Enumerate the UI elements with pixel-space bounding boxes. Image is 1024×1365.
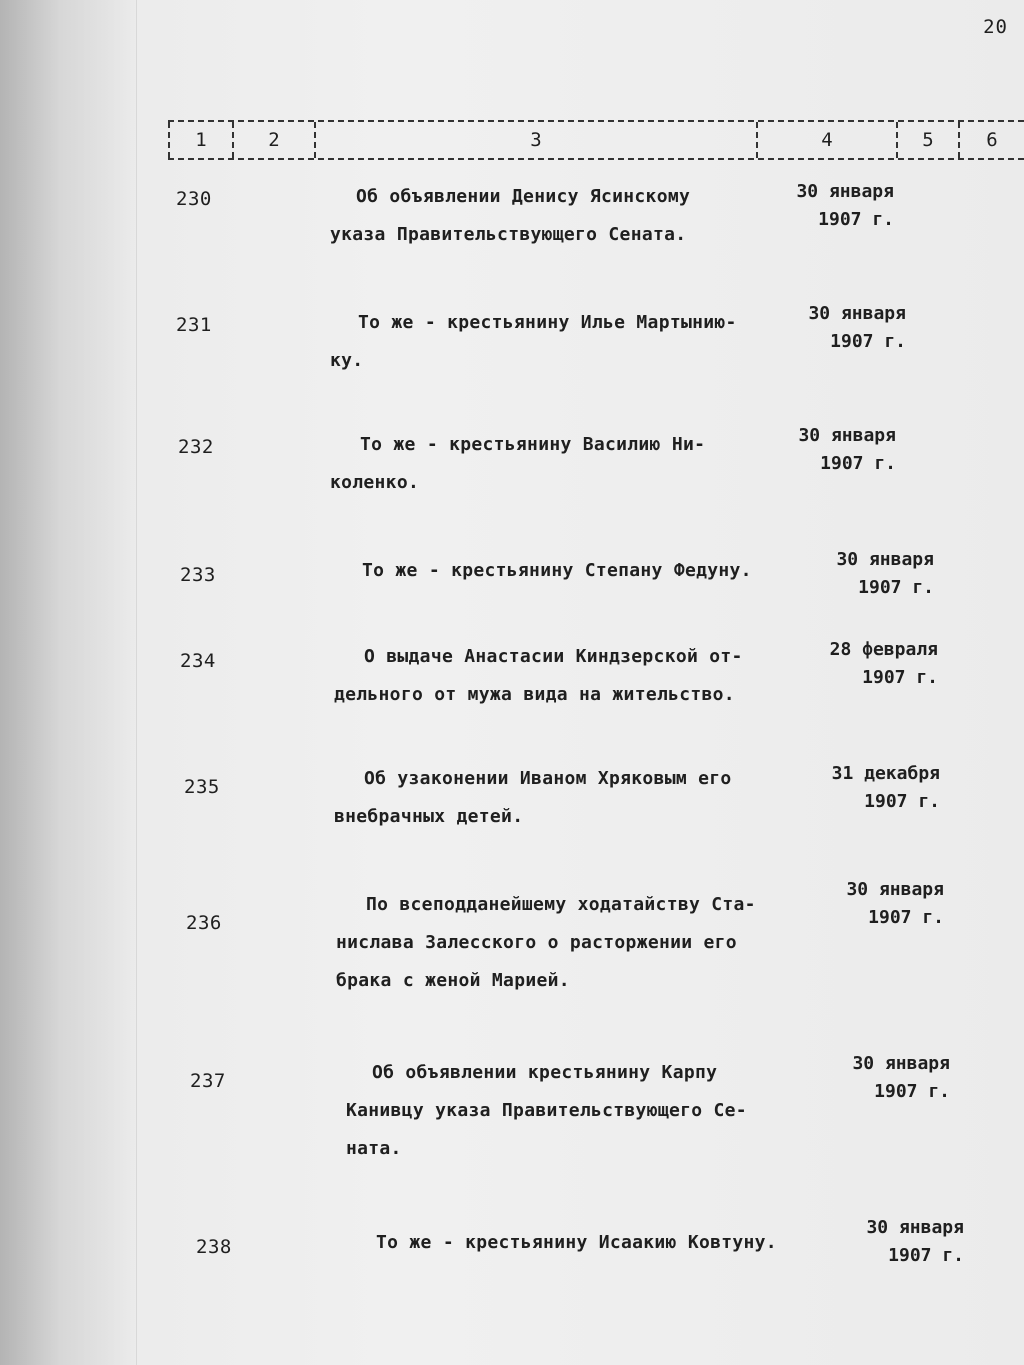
entry-description (376, 1224, 777, 1262)
column-header-5: 5 (896, 122, 958, 158)
date-line: 1907 г. (868, 907, 944, 928)
date-line: 30 января (796, 181, 894, 202)
entry-number: 234 (180, 650, 216, 672)
description-line: ку. (330, 350, 364, 371)
entry-date (798, 422, 896, 478)
description-line: ната. (346, 1138, 402, 1159)
entry-number: 233 (180, 564, 216, 586)
description-line: По всеподданейшему ходатайству Ста- (366, 894, 756, 915)
date-line: 30 января (852, 1053, 950, 1074)
description-line: То же - крестьянину Василию Ни- (360, 434, 706, 455)
date-line: 30 января (836, 549, 934, 570)
date-line: 31 декабря (831, 763, 940, 784)
date-line: 28 февраля (829, 639, 938, 660)
page-number: 20 (983, 16, 1008, 38)
binding-shadow (0, 0, 140, 1365)
entry-number: 231 (176, 314, 212, 336)
entry-date (830, 636, 938, 692)
date-line: 30 января (808, 303, 906, 324)
description-line: нислава Залесского о расторжении его (336, 932, 737, 953)
description-line: Канивцу указа Правительствующего Се- (346, 1100, 747, 1121)
date-line: 1907 г. (874, 1081, 950, 1102)
date-line: 1907 г. (830, 331, 906, 352)
date-line: 30 января (798, 425, 896, 446)
entry-description (330, 426, 705, 502)
date-line: 30 января (866, 1217, 964, 1238)
entry-date (832, 760, 940, 816)
description-line: брака с женой Марией. (336, 970, 570, 991)
description-line: коленко. (330, 472, 420, 493)
description-line: Об объявлении Денису Ясинскому (356, 186, 691, 207)
entry-date (846, 876, 944, 932)
entry-description (334, 638, 743, 714)
date-line: 1907 г. (858, 577, 934, 598)
column-header-1: 1 (168, 122, 232, 158)
date-line: 1907 г. (864, 791, 940, 812)
description-line: дельного от мужа вида на жительство. (334, 684, 735, 705)
description-line: О выдаче Анастасии Киндзерской от- (364, 646, 743, 667)
description-line: Об узаконении Иваном Хряковым его (364, 768, 732, 789)
date-line: 1907 г. (818, 209, 894, 230)
entry-number: 238 (196, 1236, 232, 1258)
column-header-6: 6 (958, 122, 1024, 158)
entry-number: 236 (186, 912, 222, 934)
entry-date (808, 300, 906, 356)
entry-description (334, 760, 732, 836)
date-line: 30 января (846, 879, 944, 900)
entry-date (796, 178, 894, 234)
column-header-2: 2 (232, 122, 314, 158)
column-header-row (168, 120, 1024, 160)
entry-number: 235 (184, 776, 220, 798)
entry-description (330, 304, 737, 380)
column-header-3: 3 (314, 122, 756, 158)
date-line: 1907 г. (888, 1245, 964, 1266)
entry-date (836, 546, 934, 602)
entry-date (852, 1050, 950, 1106)
date-line: 1907 г. (862, 667, 938, 688)
entry-number: 230 (176, 188, 212, 210)
description-line: То же - крестьянину Степану Федуну. (362, 560, 752, 581)
column-header-4: 4 (756, 122, 896, 158)
description-line: указа Правительствующего Сената. (330, 224, 687, 245)
description-line: Об объявлении крестьянину Карпу (372, 1062, 718, 1083)
entry-number: 237 (190, 1070, 226, 1092)
entry-description (330, 178, 690, 254)
description-line: То же - крестьянину Илье Мартынию- (358, 312, 737, 333)
entry-description (346, 1054, 747, 1168)
entry-description (336, 886, 756, 1000)
date-line: 1907 г. (820, 453, 896, 474)
description-line: То же - крестьянину Исаакию Ковтуну. (376, 1232, 777, 1253)
binding-line (136, 0, 137, 1365)
entry-date (866, 1214, 964, 1270)
entry-description (362, 552, 752, 590)
entry-number: 232 (178, 436, 214, 458)
description-line: внебрачных детей. (334, 806, 524, 827)
